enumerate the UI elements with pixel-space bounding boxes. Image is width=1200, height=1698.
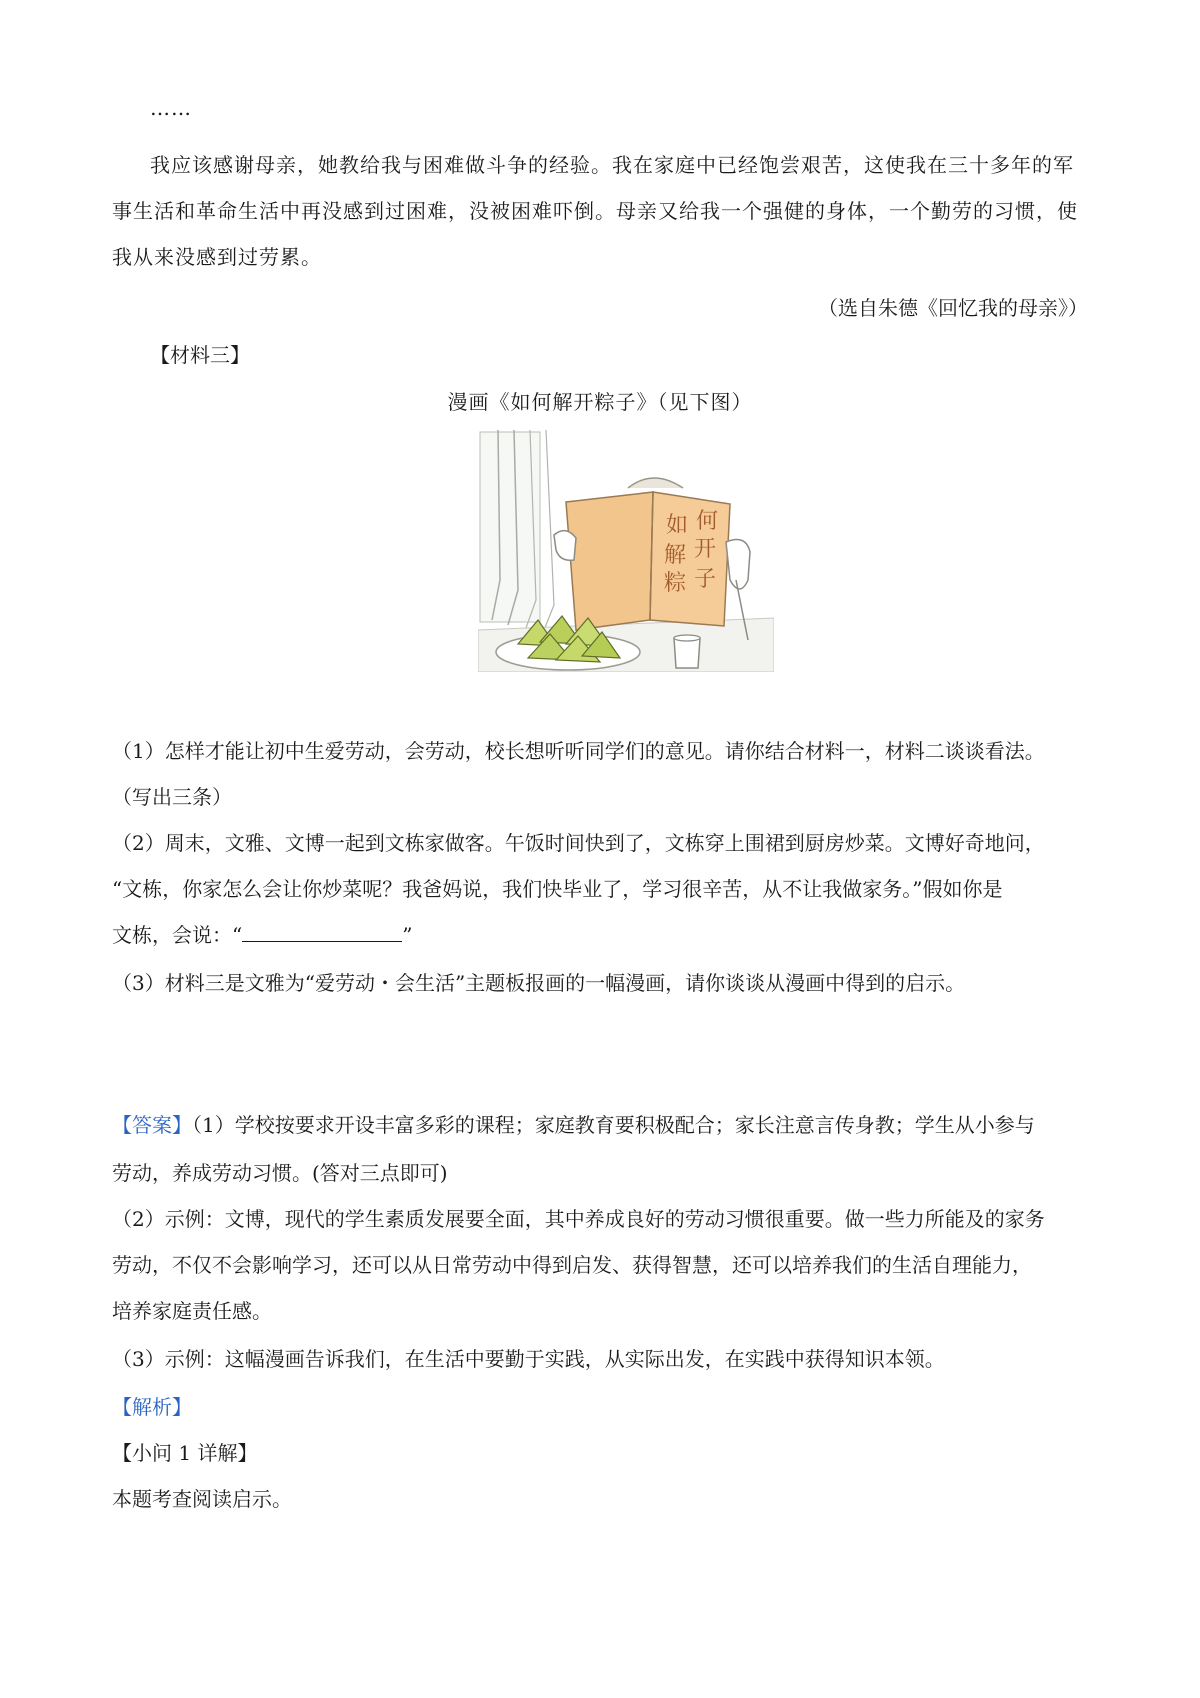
question-3: （3）材料三是文雅为“爱劳动・会生活”主题板报画的一幅漫画，请你谈谈从漫画中得到的启示。 (112, 971, 966, 995)
answer-2-continued: 劳动，不仅不会影响学习，还可以从日常劳动中得到启发、获得智慧，还可以培养我们的生活自理能力， (112, 1253, 1032, 1277)
analysis-text: 本题考查阅读启示。 (112, 1487, 292, 1511)
answer-line (112, 1112, 1035, 1138)
answer-1: （1）学校按要求开设丰富多彩的课程；家庭教育要积极配合；家长注意言传身教；学生从小参与 (192, 1113, 1035, 1137)
question-1-continued: （写出三条） (112, 785, 232, 809)
passage-line: 我从来没感到过劳累。 (112, 245, 322, 269)
question-1: （1）怎样才能让初中生爱劳动，会劳动，校长想听听同学们的意见。请你结合材料一，材料二谈谈看法。 (112, 739, 1045, 763)
answer-blank[interactable] (242, 923, 402, 942)
question-2-prefix: 文栋，会说：“ (112, 923, 243, 947)
question-2-suffix: ” (402, 923, 413, 947)
question-2: （2）周末，文雅、文博一起到文栋家做客。午饭时间快到了，文栋穿上围裙到厨房炒菜。文博好奇地问， (112, 831, 1045, 855)
passage-source: （选自朱德《回忆我的母亲》） (818, 296, 1088, 320)
analysis-label: 【解析】 (112, 1395, 192, 1419)
comic-book-char: 何 (696, 509, 719, 534)
comic-book-char: 子 (694, 567, 717, 592)
question-2-answer-line (112, 922, 412, 948)
question-2-continued: “文栋，你家怎么会让你炒菜呢？我爸妈说，我们快毕业了，学习很辛苦，从不让我做家务。”假如你是 (112, 877, 1003, 901)
answer-3: （3）示例：这幅漫画告诉我们，在生活中要勤于实践，从实际出发，在实践中获得知识本领。 (112, 1347, 945, 1371)
comic-illustration (478, 430, 774, 672)
material-3-heading: 【材料三】 (150, 343, 250, 367)
comic-caption: 漫画《如何解开粽子》（见下图） (447, 390, 753, 414)
comic-book-char: 开 (694, 537, 717, 562)
answer-2-continued: 培养家庭责任感。 (112, 1299, 272, 1323)
comic-book-char: 解 (664, 543, 687, 568)
answer-label: 【答案】 (112, 1113, 192, 1137)
comic-book-char: 粽 (664, 571, 687, 596)
passage-line: 事生活和革命生活中再没感到过困难，没被困难吓倒。母亲又给我一个强健的身体，一个勤劳的习惯，使 (112, 199, 1078, 223)
ellipsis: …… (150, 96, 192, 120)
comic-book-char: 如 (666, 513, 689, 538)
answer-1-continued: 劳动，养成劳动习惯。(答对三点即可) (112, 1161, 448, 1185)
passage-line: 我应该感谢母亲，她教给我与困难做斗争的经验。我在家庭中已经饱尝艰苦，这使我在三十多年的军 (150, 153, 1074, 177)
answer-2: （2）示例：文博，现代的学生素质发展要全面，其中养成良好的劳动习惯很重要。做一些力所能及的家务 (112, 1207, 1045, 1231)
sub-question-heading: 【小问 1 详解】 (112, 1441, 258, 1465)
